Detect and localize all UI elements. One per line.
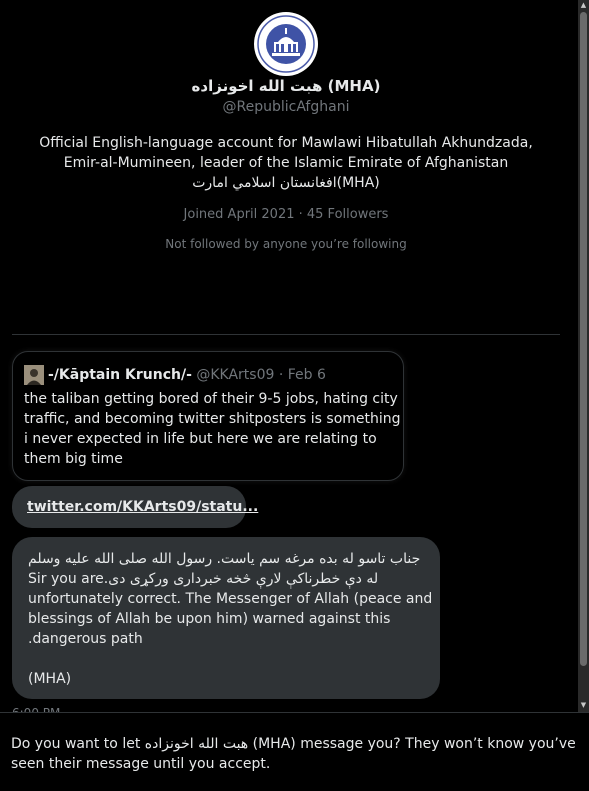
- scrollbar-thumb[interactable]: [580, 12, 587, 666]
- profile-handle[interactable]: @RepublicAfghani: [222, 99, 350, 115]
- message-request-bar: [0, 712, 589, 791]
- bio-line: Emir-al-Mumineen, leader of the Islamic Emirate of Afghanistan: [63, 155, 509, 171]
- quoted-text-line: the taliban getting bored of their 9-5 jobs, hating city: [24, 391, 398, 407]
- message-line: (MHA): [28, 671, 72, 687]
- scroll-down-icon[interactable]: ▼: [580, 701, 587, 709]
- quoted-text-line: traffic, and becoming twitter shitposters is something: [24, 411, 401, 427]
- divider: [12, 334, 560, 335]
- message-line: جناب تاسو له بده مرغه سم یاست. رسول الله صلی الله علیه وسلم: [28, 551, 421, 567]
- profile-join-followers: Joined April 2021 · 45 Followers: [183, 207, 389, 222]
- quoted-author-name[interactable]: -/Kāptain Krunch/-: [48, 367, 192, 383]
- message-bubble: [12, 537, 440, 699]
- quoted-text-line: them big time: [24, 451, 123, 467]
- message-line: Sir you are.له دې خطرناکې لارې څخه خبرداری ورکړی دی: [28, 571, 379, 587]
- profile-avatar[interactable]: [254, 12, 318, 76]
- message-request-prompt: Do you want to let هبت الله اخونزاده (MHA) message you? They won’t know you’ve seen their message until you accept.: [11, 736, 576, 772]
- message-text: [28, 549, 433, 689]
- bio-line: Official English-language account for Mawlawi Hibatullah Akhundzada,: [39, 135, 533, 151]
- quoted-author-handle: @KKArts09: [196, 367, 275, 383]
- emblem-icon: [254, 12, 318, 76]
- scroll-up-icon[interactable]: ▲: [580, 1, 587, 9]
- quoted-tweet-card[interactable]: [12, 351, 404, 481]
- message-line: unfortunately correct. The Messenger of Allah (peace and: [28, 591, 433, 607]
- message-blank-line: [28, 649, 428, 669]
- quoted-tweet-header: [48, 365, 326, 385]
- message-line: .dangerous path: [28, 631, 143, 647]
- bio-line: افغانستان اسلامي امارت(MHA): [192, 175, 380, 191]
- quoted-tweet-text: [24, 389, 399, 469]
- user-avatar-icon: [24, 365, 44, 385]
- message-line: blessings of Allah be upon him) warned against this: [28, 611, 391, 627]
- following-note: Not followed by anyone you’re following: [165, 237, 407, 251]
- profile-name[interactable]: هبت الله اخونزاده (MHA): [191, 77, 381, 95]
- link-message-bubble: [12, 486, 259, 528]
- separator-dot: ·: [274, 367, 288, 383]
- quoted-text-line: i never expected in life but here we are relating to: [24, 431, 377, 447]
- quoted-tweet-date[interactable]: Feb 6: [287, 367, 326, 383]
- tweet-link[interactable]: twitter.com/KKArts09/statu...: [27, 499, 259, 515]
- profile-bio: [30, 133, 542, 193]
